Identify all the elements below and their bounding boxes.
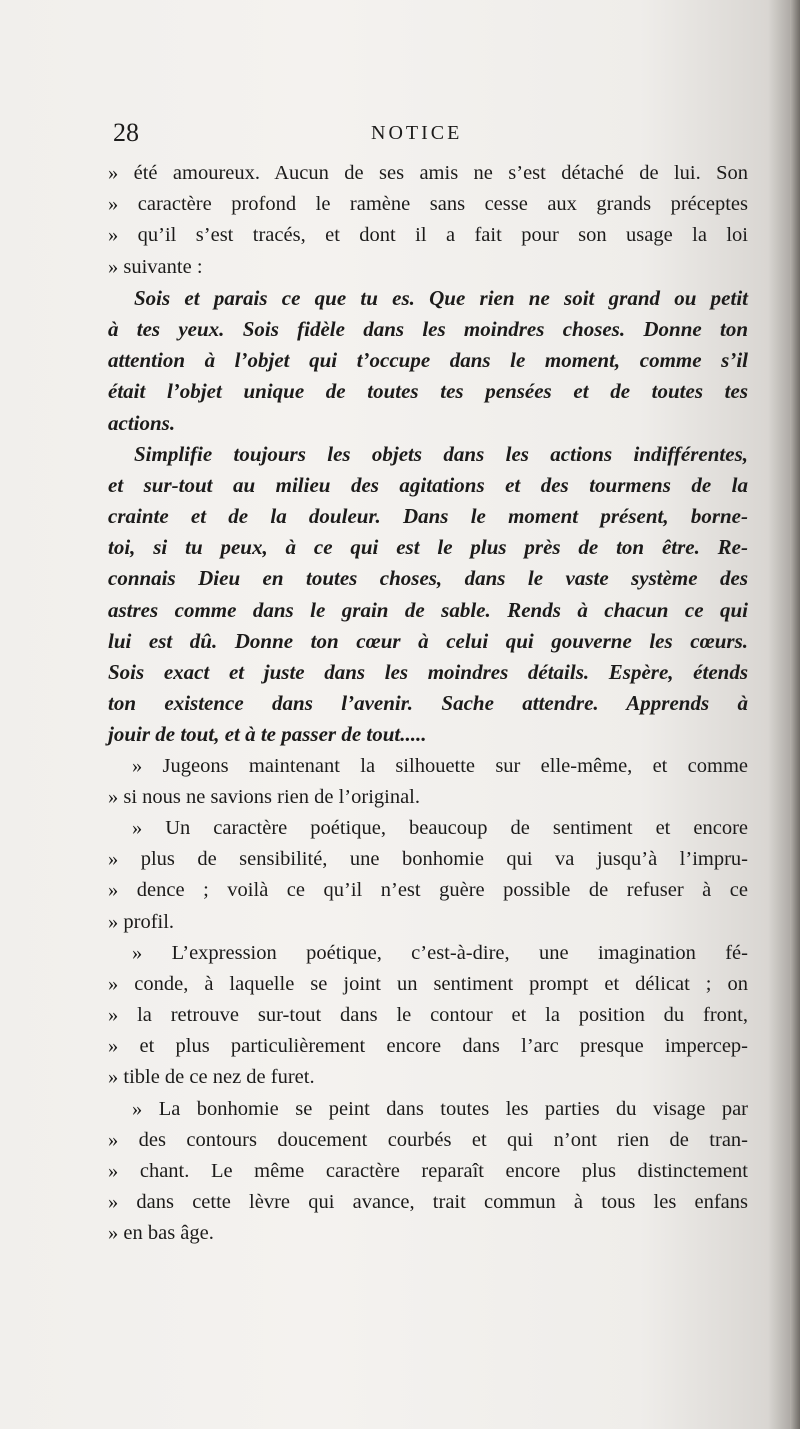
text-line: » en bas âge.	[108, 1222, 214, 1245]
text-line: » profil.	[108, 910, 175, 933]
text-line: astres comme dans le grain de sable. Rends à chacun ce qui	[108, 597, 748, 622]
text-line: lui est dû. Donne ton cœur à celui qui gouverne les cœurs.	[108, 628, 748, 653]
text-line: » suivante :	[108, 255, 203, 278]
running-head: NOTICE	[371, 122, 463, 144]
text-line: et sur-tout au milieu des agitations et des tourmens de la	[108, 472, 748, 497]
text-line: » la retrouve sur-tout dans le contour et la position du front,	[108, 1004, 748, 1027]
text-line: » chant. Le même caractère reparaît encore plus distinctement	[108, 1160, 748, 1182]
page-header	[113, 118, 753, 158]
text-line: crainte et de la douleur. Dans le moment présent, borne-	[108, 504, 748, 529]
text-line: à tes yeux. Sois fidèle dans les moindres choses. Donne ton	[108, 316, 748, 341]
text-line: » L’expression poétique, c’est-à-dire, une imagination fé-	[132, 941, 748, 964]
text-line: » tible de ce nez de furet.	[108, 1066, 315, 1089]
text-line: ton existence dans l’avenir. Sache attendre. Apprends à	[108, 691, 748, 716]
text-line: » qu’il s’est tracés, et dont il a fait pour son usage la loi	[108, 224, 748, 247]
text-line: » et plus particulièrement encore dans l’arc presque impercep-	[108, 1035, 748, 1058]
text-line: » Jugeons maintenant la silhouette sur elle-même, et comme	[132, 754, 748, 777]
text-line: » dence ; voilà ce qu’il n’est guère possible de refuser à ce	[108, 879, 748, 902]
page-number: 28	[113, 118, 139, 147]
page-edge-shadow	[790, 0, 800, 1429]
text-line: » plus de sensibilité, une bonhomie qui va jusqu’à l’impru-	[108, 848, 748, 871]
text-line: » si nous ne savions rien de l’original.	[108, 785, 421, 808]
text-line: connais Dieu en toutes choses, dans le vaste système des	[108, 566, 748, 591]
text-line: » caractère profond le ramène sans cesse aux grands préceptes	[108, 193, 748, 216]
text-line: » Un caractère poétique, beaucoup de sentiment et encore	[132, 816, 748, 839]
page-body-text	[108, 158, 748, 1250]
text-line: attention à l’objet qui t’occupe dans le moment, comme s’il	[108, 348, 748, 373]
text-line: » La bonhomie se peint dans toutes les parties du visage par	[132, 1097, 748, 1120]
text-line: Simplifie toujours les objets dans les actions indifférentes,	[134, 441, 748, 466]
text-line: toi, si tu peux, à ce qui est le plus près de ton être. Re-	[108, 535, 748, 560]
text-line: Sois et parais ce que tu es. Que rien ne soit grand ou petit	[134, 285, 748, 310]
text-line: était l’objet unique de toutes tes pensées et de toutes tes	[108, 379, 748, 404]
text-line: » conde, à laquelle se joint un sentiment prompt et délicat ; on	[108, 972, 748, 995]
text-line: Sois exact et juste dans les moindres détails. Espère, étends	[108, 660, 748, 684]
text-line: » été amoureux. Aucun de ses amis ne s’est détaché de lui. Son	[108, 162, 748, 184]
text-line: » des contours doucement courbés et qui n’ont rien de tran-	[108, 1128, 748, 1151]
text-line: » dans cette lèvre qui avance, trait commun à tous les enfans	[108, 1191, 748, 1214]
text-line: actions.	[108, 410, 176, 435]
text-line: jouir de tout, et à te passer de tout.....	[108, 722, 427, 747]
